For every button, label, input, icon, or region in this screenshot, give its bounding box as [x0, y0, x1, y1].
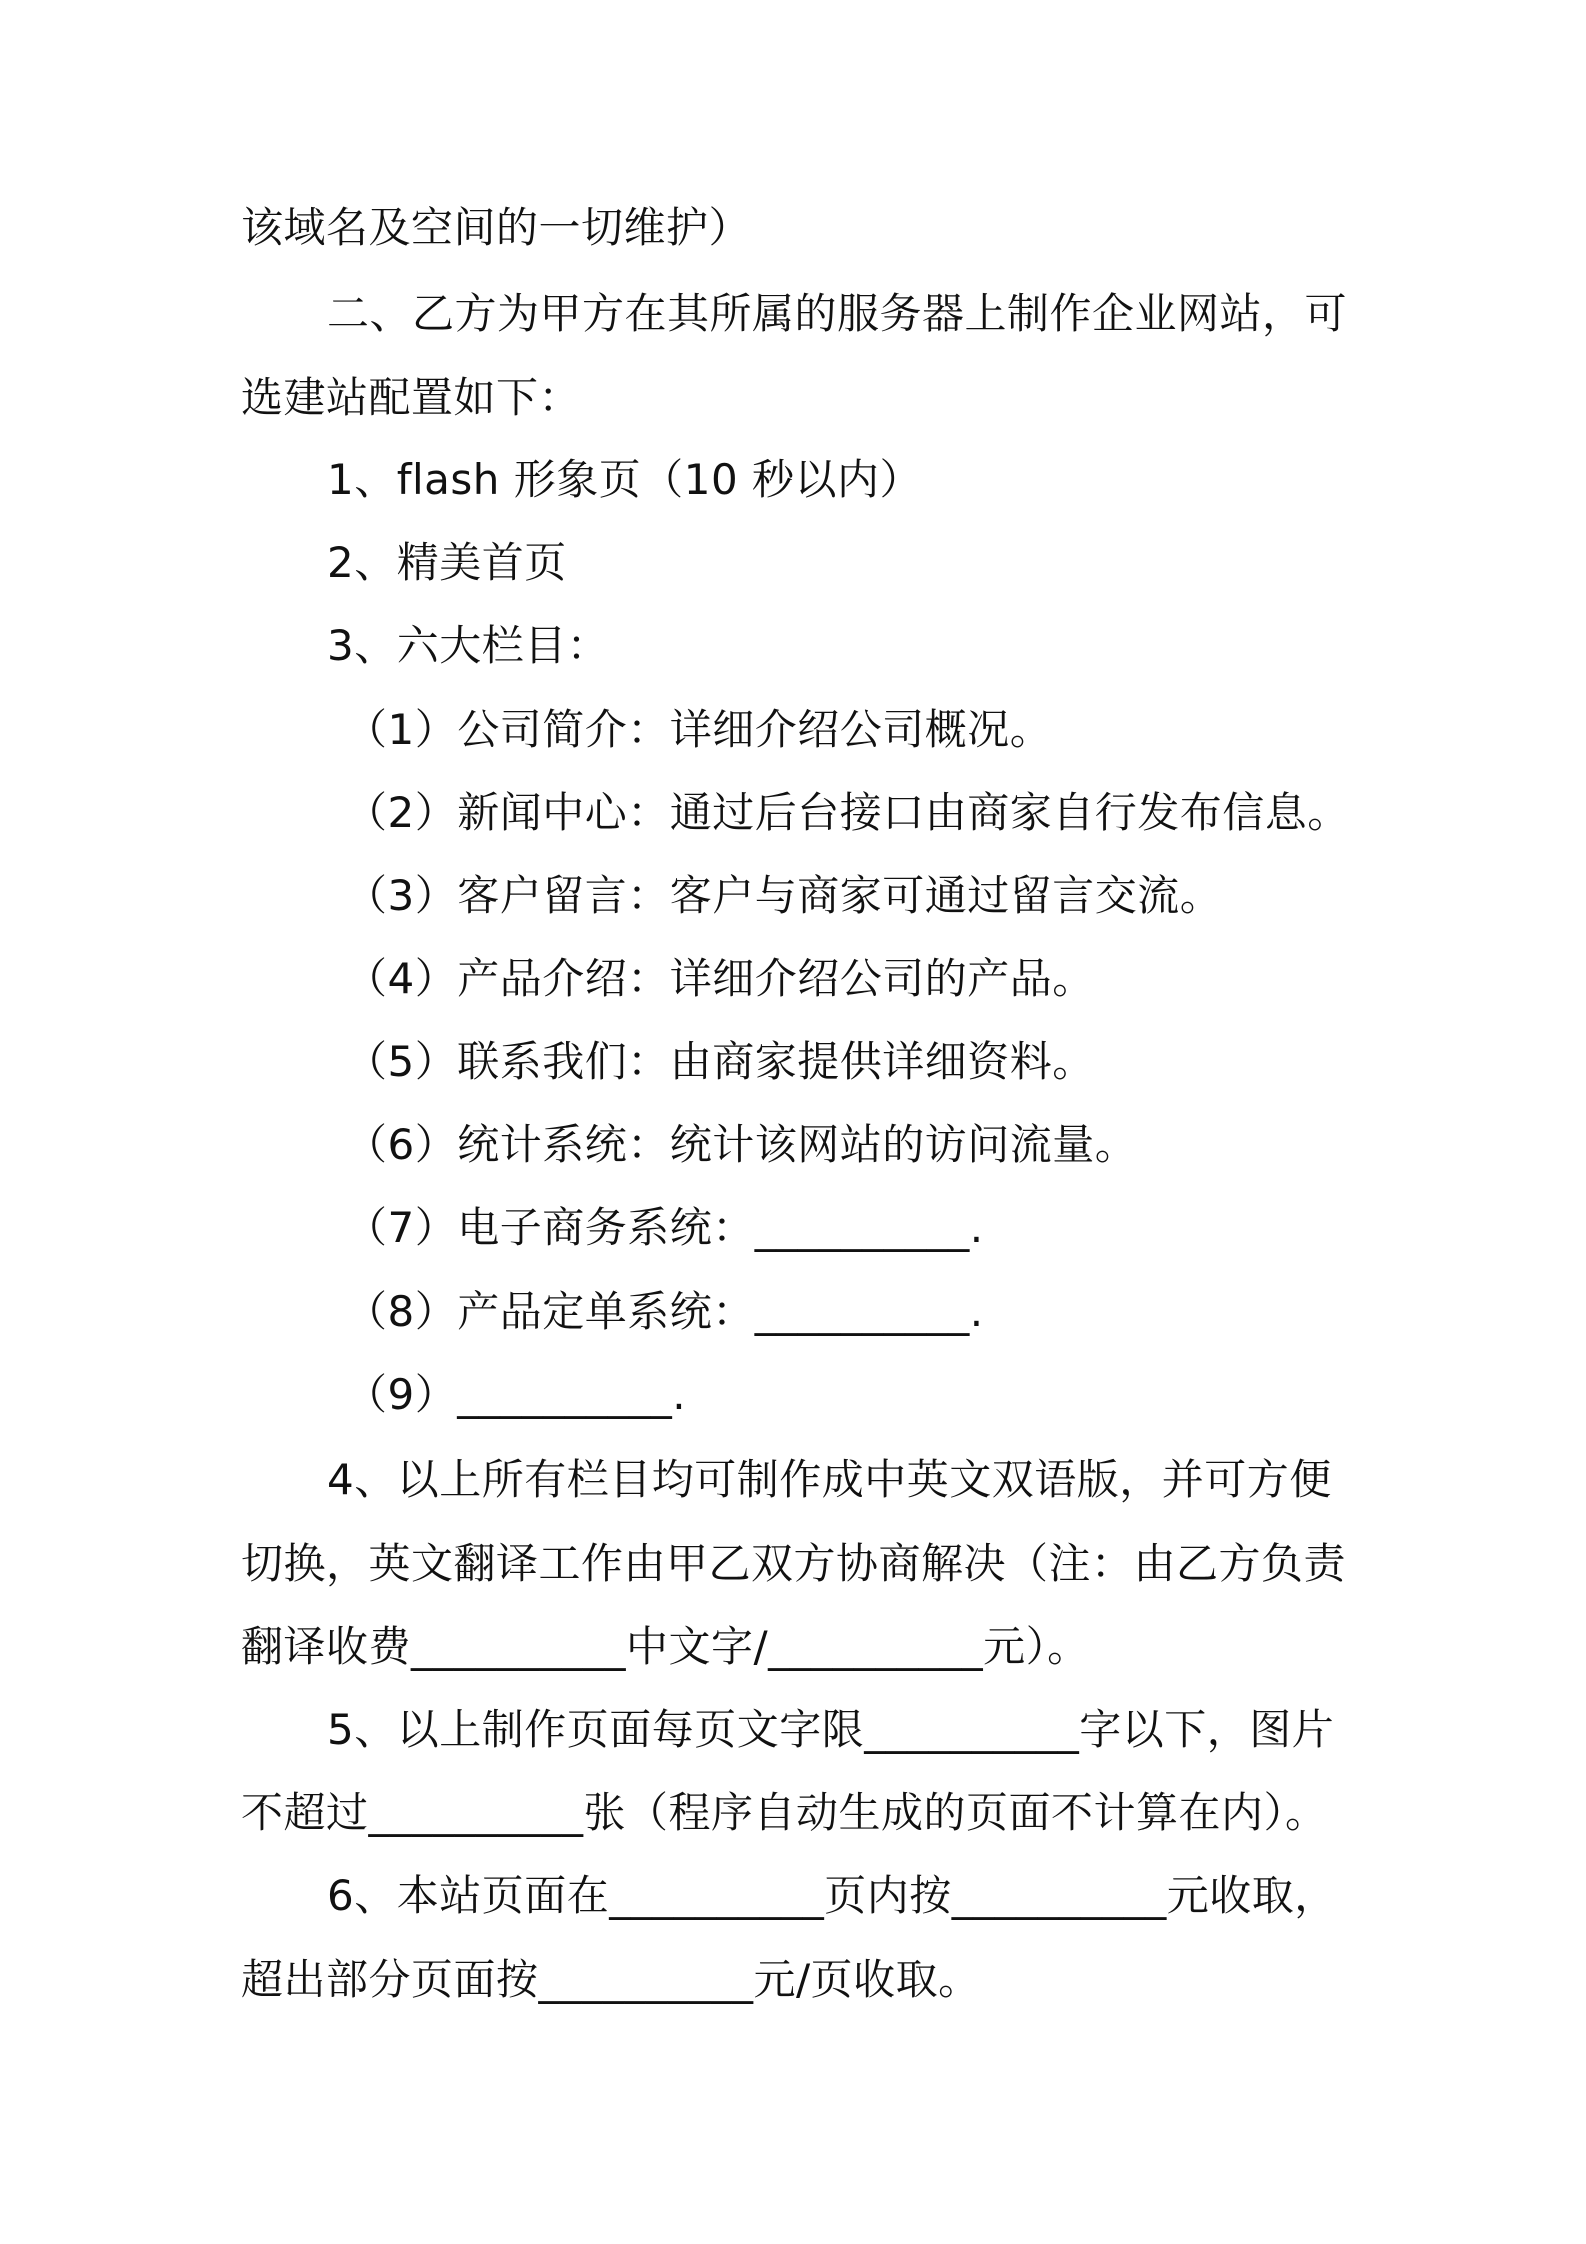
text-line-clause-4-start: 4、以上所有栏目均可制作成中英文双语版，并可方便: [327, 1455, 1332, 1504]
text-line-clause-4-middle: 切换，英文翻译工作由甲乙双方协商解决（注：由乙方负责: [241, 1539, 1347, 1588]
sublist-item-product-intro: （4）产品介绍：详细介绍公司的产品。: [345, 954, 1095, 1003]
text-line-clause-6-start: 6、本站页面在__________页内按__________元收取，: [327, 1871, 1337, 1920]
text-line-clause-2-start: 二、乙方为甲方在其所属的服务器上制作企业网站，可: [327, 289, 1348, 338]
list-item-flash-page: 1、flash 形象页（10 秒以内）: [327, 455, 923, 504]
sublist-item-ecommerce: （7）电子商务系统：__________.: [345, 1203, 984, 1252]
sublist-item-order-system: （8）产品定单系统：__________.: [345, 1287, 984, 1336]
sublist-item-statistics: （6）统计系统：统计该网站的访问流量。: [345, 1120, 1138, 1169]
text-line-clause-5-start: 5、以上制作页面每页文字限__________字以下，图片: [327, 1705, 1335, 1754]
text-line-clause-6-end: 超出部分页面按__________元/页收取。: [241, 1955, 981, 2004]
text-line-clause-5-end: 不超过__________张（程序自动生成的页面不计算在内）。: [241, 1788, 1328, 1837]
sublist-item-contact-us: （5）联系我们：由商家提供详细资料。: [345, 1037, 1095, 1086]
sublist-item-news-center: （2）新闻中心：通过后台接口由商家自行发布信息。: [345, 788, 1350, 837]
list-item-homepage: 2、精美首页: [327, 538, 567, 587]
list-item-six-sections: 3、六大栏目：: [327, 621, 610, 670]
text-line-clause-2-end: 选建站配置如下：: [241, 373, 582, 422]
sublist-item-company-intro: （1）公司简介：详细介绍公司概况。: [345, 705, 1053, 754]
sublist-item-guestbook: （3）客户留言：客户与商家可通过留言交流。: [345, 871, 1223, 920]
sublist-item-blank: （9）__________.: [345, 1370, 687, 1419]
text-line-clause-4-end: 翻译收费__________中文字/__________元）。: [241, 1622, 1090, 1671]
text-line-continuation-maintenance: 该域名及空间的一切维护）: [241, 203, 752, 252]
